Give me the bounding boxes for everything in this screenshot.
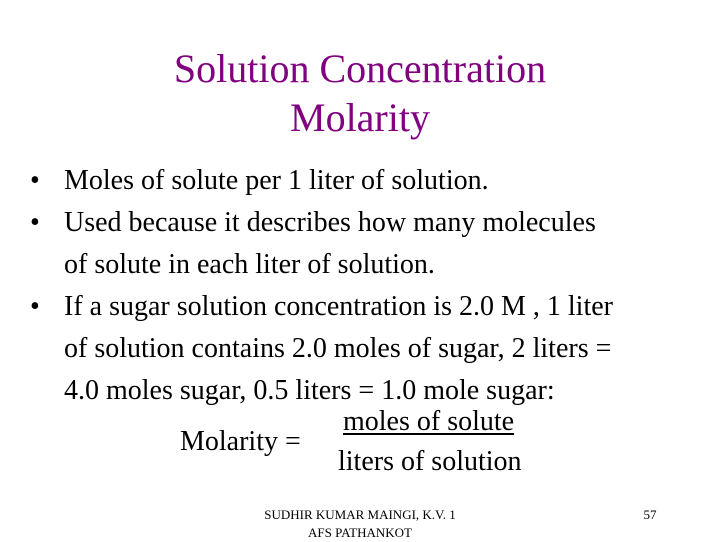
formula-lhs: Molarity = — [180, 426, 301, 457]
bullet-item-1 — [30, 160, 710, 202]
slide-title-line-2: Molarity — [290, 95, 430, 140]
footer-author — [240, 506, 480, 542]
bullet-dot-icon: • — [30, 291, 40, 322]
bullet-item-2 — [30, 202, 710, 286]
footer-author-line-1: SUDHIR KUMAR MAINGI, K.V. 1 — [264, 507, 456, 522]
bullet-3-line-1: If a sugar solution concentration is 2.0 M , 1 liter — [64, 291, 613, 322]
slide-title — [0, 44, 720, 142]
bullet-1-line-1: Moles of solute per 1 liter of solution. — [64, 165, 489, 196]
footer-author-line-2: AFS PATHANKOT — [308, 525, 412, 540]
formula-numerator: moles of solute — [343, 406, 515, 437]
bullet-3-line-2: of solution contains 2.0 moles of sugar, 2 liters = — [64, 333, 612, 364]
page-number: 57 — [643, 507, 657, 522]
formula-denominator: liters of solution — [338, 446, 522, 477]
slide-title-line-1: Solution Concentration — [173, 46, 547, 91]
bullet-item-3 — [30, 286, 710, 412]
bullet-dot-icon: • — [30, 165, 40, 196]
bullet-list — [30, 160, 710, 412]
bullet-2-line-2: of solute in each liter of solution. — [64, 249, 435, 280]
bullet-dot-icon: • — [30, 207, 40, 238]
bullet-2-line-1: Used because it describes how many molecules — [64, 207, 596, 238]
bullet-3-line-3: 4.0 moles sugar, 0.5 liters = 1.0 mole sugar: — [64, 375, 555, 406]
